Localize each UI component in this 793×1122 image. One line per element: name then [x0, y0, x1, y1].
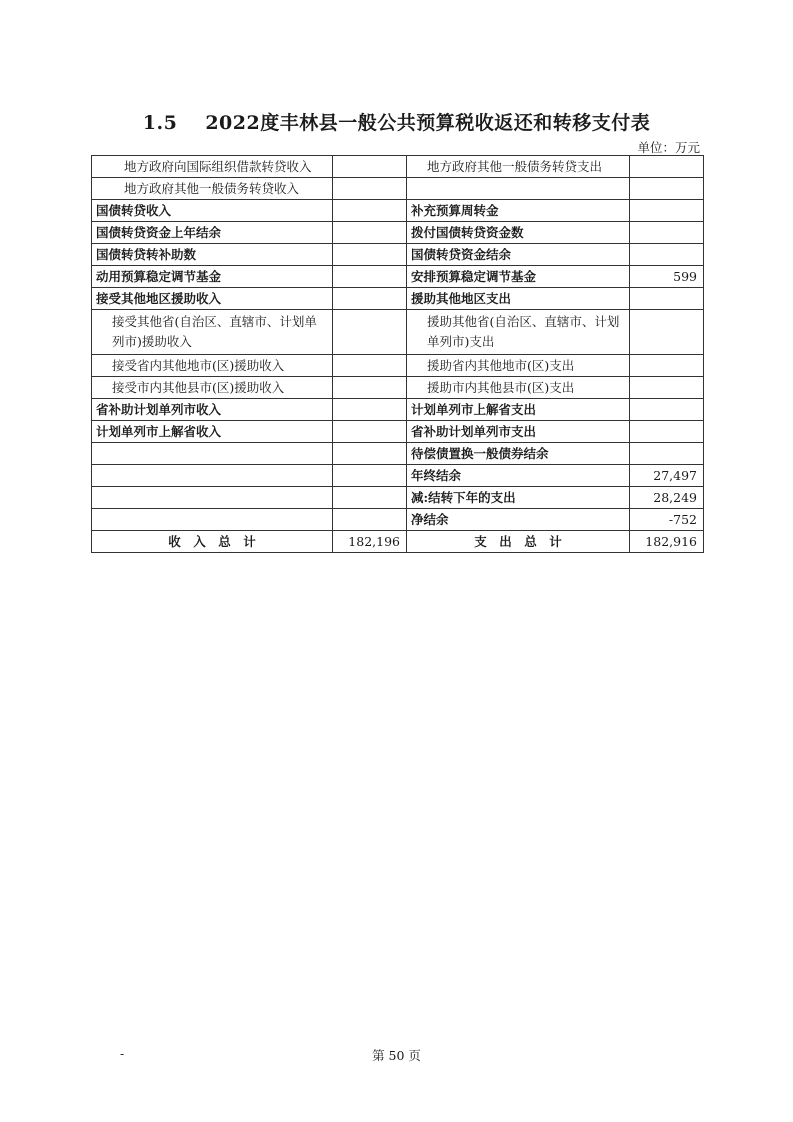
expense-item: 援助其他地区支出: [407, 288, 630, 310]
table-row: [92, 200, 704, 222]
expense-amount: [630, 200, 704, 222]
title-text: 2022度丰林县一般公共预算税收返还和转移支付表: [205, 112, 651, 134]
income-item: 接受其他省(自治区、直辖市、计划单列市)援助收入: [92, 310, 333, 355]
income-amount: [333, 266, 407, 288]
income-item: [92, 465, 333, 487]
income-total-amount: 182,196: [333, 531, 407, 553]
expense-item: 待偿债置换一般债券结余: [407, 443, 630, 465]
income-item: 计划单列市上解省收入: [92, 421, 333, 443]
expense-item: 补充预算周转金: [407, 200, 630, 222]
income-amount: [333, 288, 407, 310]
income-item: 国债转贷转补助数: [92, 244, 333, 266]
expense-item: 净结余: [407, 509, 630, 531]
unit-label: 单位：万元: [637, 140, 700, 155]
income-item: 地方政府向国际组织借款转贷收入: [92, 156, 333, 178]
table-row: [92, 443, 704, 465]
income-item: 接受省内其他地市(区)援助收入: [92, 355, 333, 377]
income-amount: [333, 200, 407, 222]
income-item: [92, 487, 333, 509]
expense-amount: [630, 244, 704, 266]
footer-dash: -: [120, 1046, 125, 1061]
expense-amount: 599: [630, 266, 704, 288]
expense-item: 援助市内其他县市(区)支出: [407, 377, 630, 399]
table-row: [92, 421, 704, 443]
expense-item: 援助其他省(自治区、直辖市、计划单列市)支出: [407, 310, 630, 355]
table-row: [92, 266, 704, 288]
expense-amount: 27,497: [630, 465, 704, 487]
table-row: [92, 377, 704, 399]
income-item: 地方政府其他一般债务转贷收入: [92, 178, 333, 200]
expense-item: 国债转贷资金结余: [407, 244, 630, 266]
income-item: [92, 443, 333, 465]
income-amount: [333, 355, 407, 377]
income-amount: [333, 310, 407, 355]
expense-item: 计划单列市上解省支出: [407, 399, 630, 421]
income-amount: [333, 509, 407, 531]
income-total-label: 收 入 总 计: [92, 531, 333, 553]
income-item: 动用预算稳定调节基金: [92, 266, 333, 288]
table-row: [92, 399, 704, 421]
expense-item: 援助省内其他地市(区)支出: [407, 355, 630, 377]
income-amount: [333, 377, 407, 399]
income-item: 接受市内其他县市(区)援助收入: [92, 377, 333, 399]
page-title: [0, 108, 793, 135]
expense-amount: [630, 355, 704, 377]
income-item: 国债转贷收入: [92, 200, 333, 222]
table-row: [92, 178, 704, 200]
expense-amount: -752: [630, 509, 704, 531]
income-item: 国债转贷资金上年结余: [92, 222, 333, 244]
income-amount: [333, 222, 407, 244]
income-amount: [333, 443, 407, 465]
expense-item: 安排预算稳定调节基金: [407, 266, 630, 288]
table-row: [92, 222, 704, 244]
expense-amount: [630, 222, 704, 244]
income-amount: [333, 399, 407, 421]
table-row: [92, 288, 704, 310]
table-row: [92, 244, 704, 266]
income-amount: [333, 487, 407, 509]
expense-amount: [630, 288, 704, 310]
income-amount: [333, 244, 407, 266]
expense-amount: [630, 443, 704, 465]
expense-amount: [630, 178, 704, 200]
table-row: [92, 509, 704, 531]
income-amount: [333, 156, 407, 178]
expense-total-label: 支 出 总 计: [407, 531, 630, 553]
table-row: [92, 310, 704, 355]
transfer-payment-table: [91, 155, 704, 553]
expense-item: 拨付国债转贷资金数: [407, 222, 630, 244]
table-row: [92, 156, 704, 178]
title-number: 1.5: [142, 112, 178, 134]
income-item: [92, 509, 333, 531]
expense-amount: [630, 377, 704, 399]
expense-amount: [630, 310, 704, 355]
totals-row: [92, 531, 704, 553]
expense-item: 省补助计划单列市支出: [407, 421, 630, 443]
table-row: [92, 487, 704, 509]
income-item: 接受其他地区援助收入: [92, 288, 333, 310]
expense-item: 年终结余: [407, 465, 630, 487]
income-item: 省补助计划单列市收入: [92, 399, 333, 421]
page-number: 第 50 页: [372, 1048, 421, 1063]
income-amount: [333, 178, 407, 200]
expense-item: [407, 178, 630, 200]
expense-item: 地方政府其他一般债务转贷支出: [407, 156, 630, 178]
expense-amount: [630, 156, 704, 178]
income-amount: [333, 421, 407, 443]
expense-amount: [630, 421, 704, 443]
income-amount: [333, 465, 407, 487]
expense-amount: [630, 399, 704, 421]
table-row: [92, 355, 704, 377]
expense-item: 减:结转下年的支出: [407, 487, 630, 509]
expense-amount: 28,249: [630, 487, 704, 509]
table-row: [92, 465, 704, 487]
expense-total-amount: 182,916: [630, 531, 704, 553]
